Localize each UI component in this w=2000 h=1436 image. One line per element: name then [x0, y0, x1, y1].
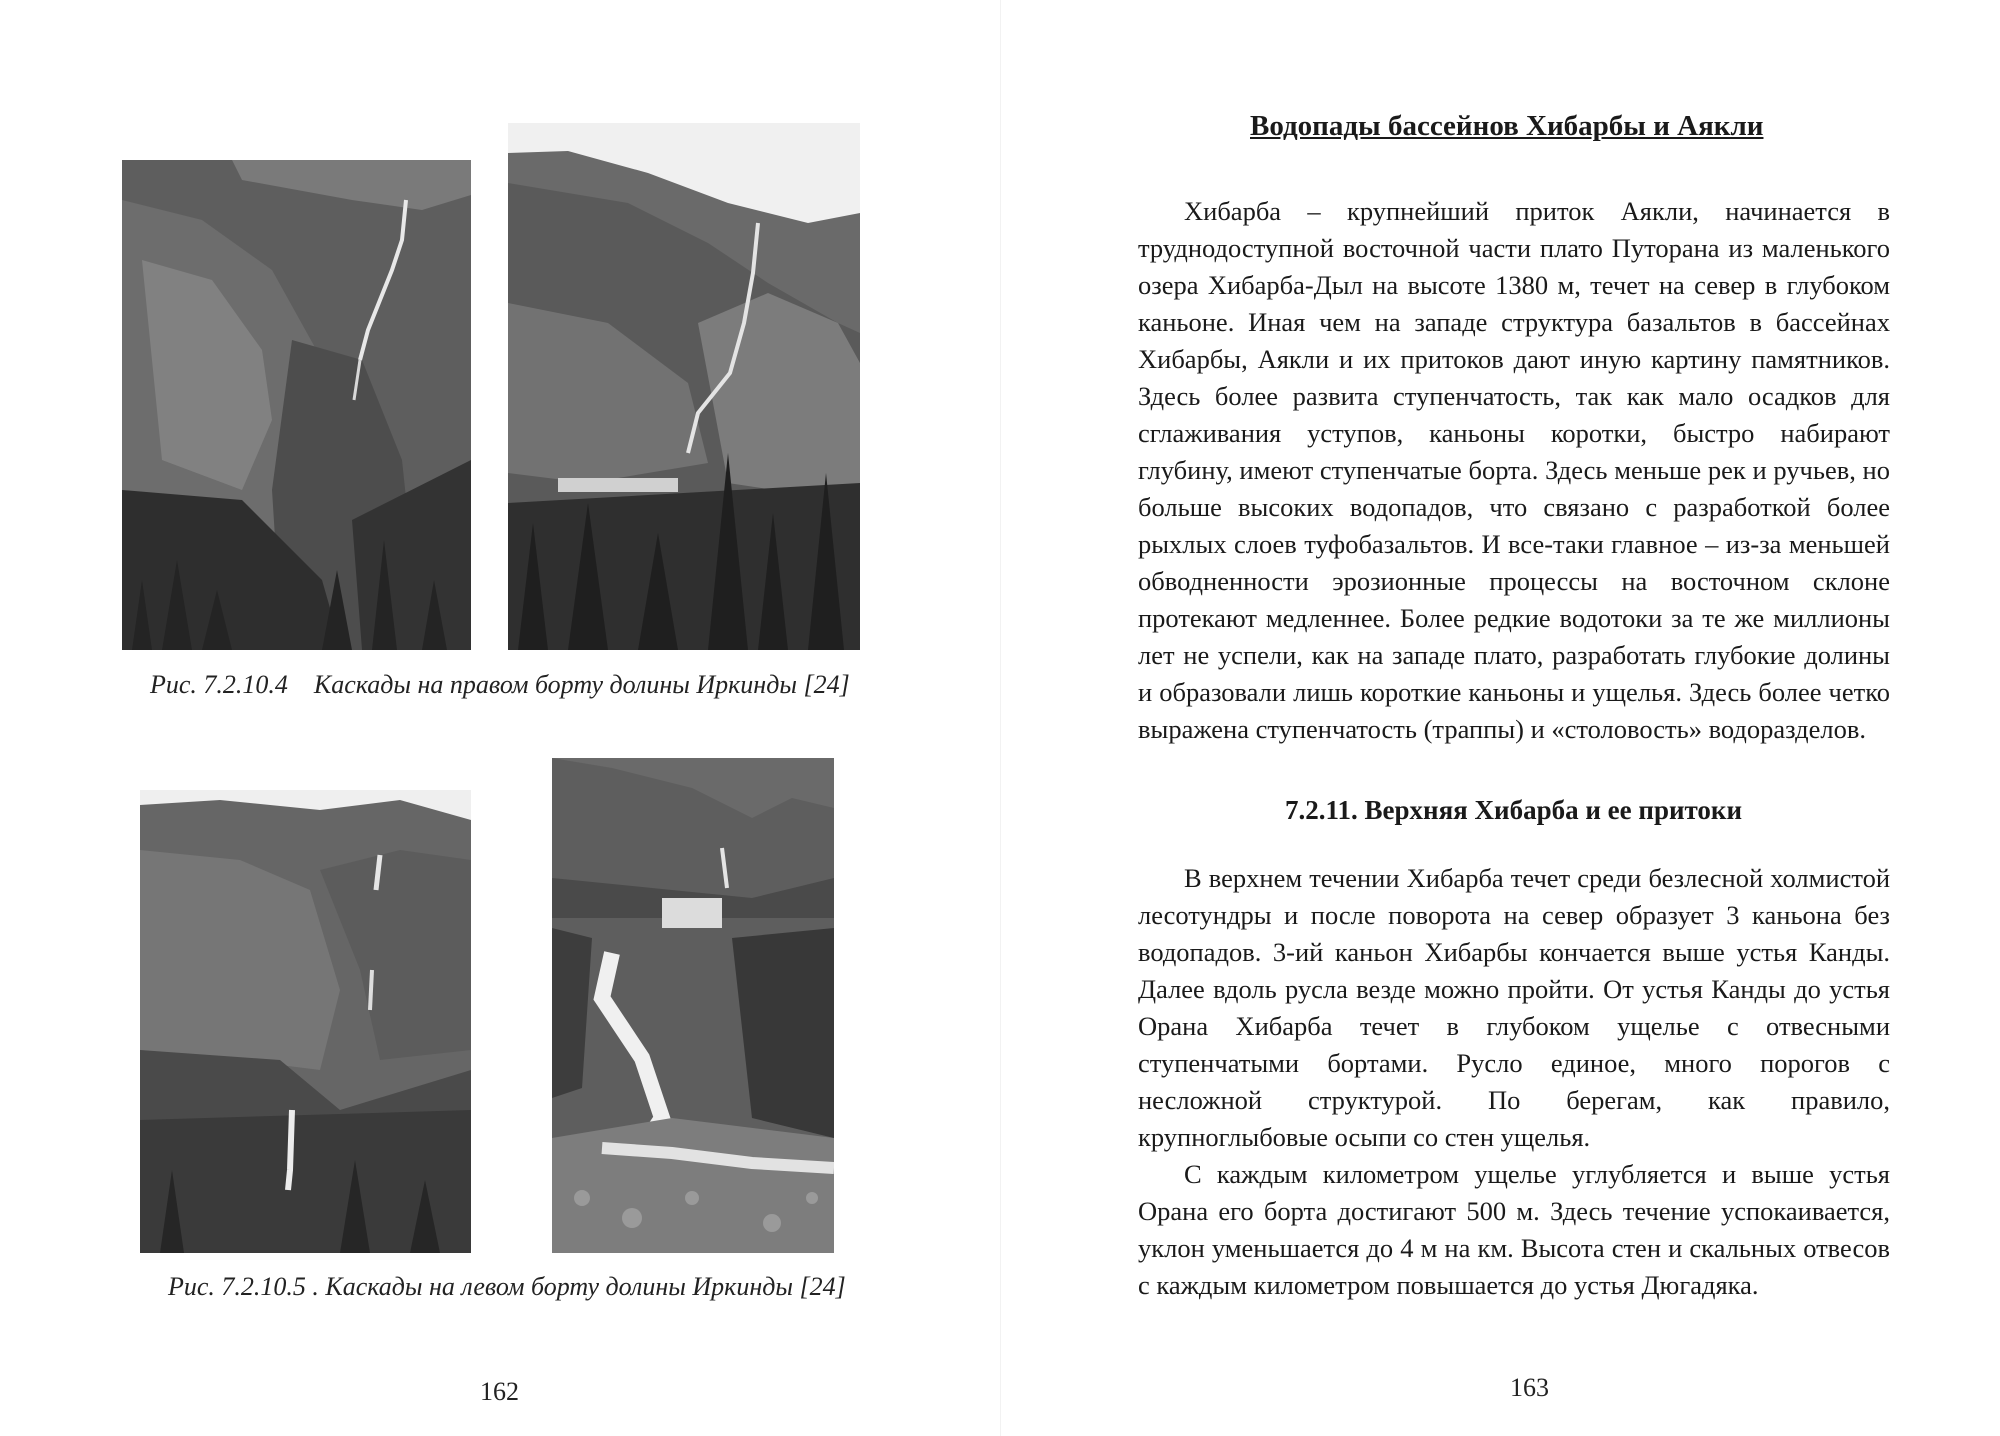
left-page-number: 162: [480, 1377, 519, 1406]
paragraph-1-text: Хибарба – крупнейший приток Аякли, начинается в труднодоступной восточной части плато Путорана из маленького озера Хибарба-Дыл на высоте 1380 м, течет на север в глубоком каньоне. Иная чем на западе структура базальтов в бассейнах Хибарбы, Аякли и их притоков дают иную картину памятников. Здесь более развита ступенчатость, так как мало осадков для сглаживания уступов, каньоны коротки, быстро набирают глубину, имеют ступенчатые борта. Здесь меньше рек и ручьев, но больше высоких водопадов, что связано с разработкой более рыхлых слоев туфобазальтов. И все-таки главное – из-за меньшей обводненности эрозионные процессы на восточном склоне протекают медленнее. Более редкие водотоки за те же миллионы лет не успели, как на западе плато, разработать глубокие долины и образовали лишь короткие каньоны и ущелья. Здесь более четко выражена ступенчатость (траппы) и «столовость» водоразделов.: [1138, 196, 1890, 744]
paragraph-2-text: В верхнем течении Хибарба течет среди безлесной холмистой лесотундры и после поворота на север образует 3 каньона без водопадов. 3-ий каньон Хибарбы кончается выше устья Канды. Далее вдоль русла везде можно пройти. От устья Канды до устья Орана Хибарба течет в глубоком ущелье с отвесными ступенчатыми бортами. Русло единое, много порогов с несложной структурой. По берегам, как правило, крупноглыбовые осыпи со стен ущелья.: [1138, 863, 1890, 1152]
figure1-caption-text: Каскады на правом борту долины Иркинды [24]: [313, 670, 850, 699]
paragraph-1: [1138, 193, 1890, 748]
photo-cascades-left-bank-2: [552, 758, 834, 1253]
photo-cascades-right-bank-1: [122, 160, 471, 650]
paragraph-3-text: С каждым километром ущелье углубляется и выше устья Орана его борта достигают 500 м. Здесь течение успокаивается, уклон уменьшается до 4 м на км. Высота стен и скальных отвесов с каждым километром повышается до устья Дюгадяка.: [1138, 1159, 1890, 1300]
figure2-caption: [168, 1272, 846, 1302]
right-page-number: 163: [1510, 1373, 1549, 1402]
section-subheading: 7.2.11. Верхняя Хибарба и ее притоки: [1285, 795, 1743, 825]
figure2-caption-text: Каскады на левом борту долины Иркинды [24]: [325, 1272, 846, 1301]
paragraph-2: [1138, 860, 1890, 1304]
figure1-caption-number: Рис. 7.2.10.4: [150, 670, 288, 699]
figure2-caption-number: Рис. 7.2.10.5 .: [168, 1272, 319, 1301]
photo-cascades-left-bank-1: [140, 790, 471, 1253]
figure1-caption: [150, 670, 850, 700]
page-heading: Водопады бассейнов Хибарбы и Аякли: [1250, 110, 1764, 142]
photo-cascades-right-bank-2: [508, 123, 860, 650]
right-page: [1000, 0, 2000, 1436]
